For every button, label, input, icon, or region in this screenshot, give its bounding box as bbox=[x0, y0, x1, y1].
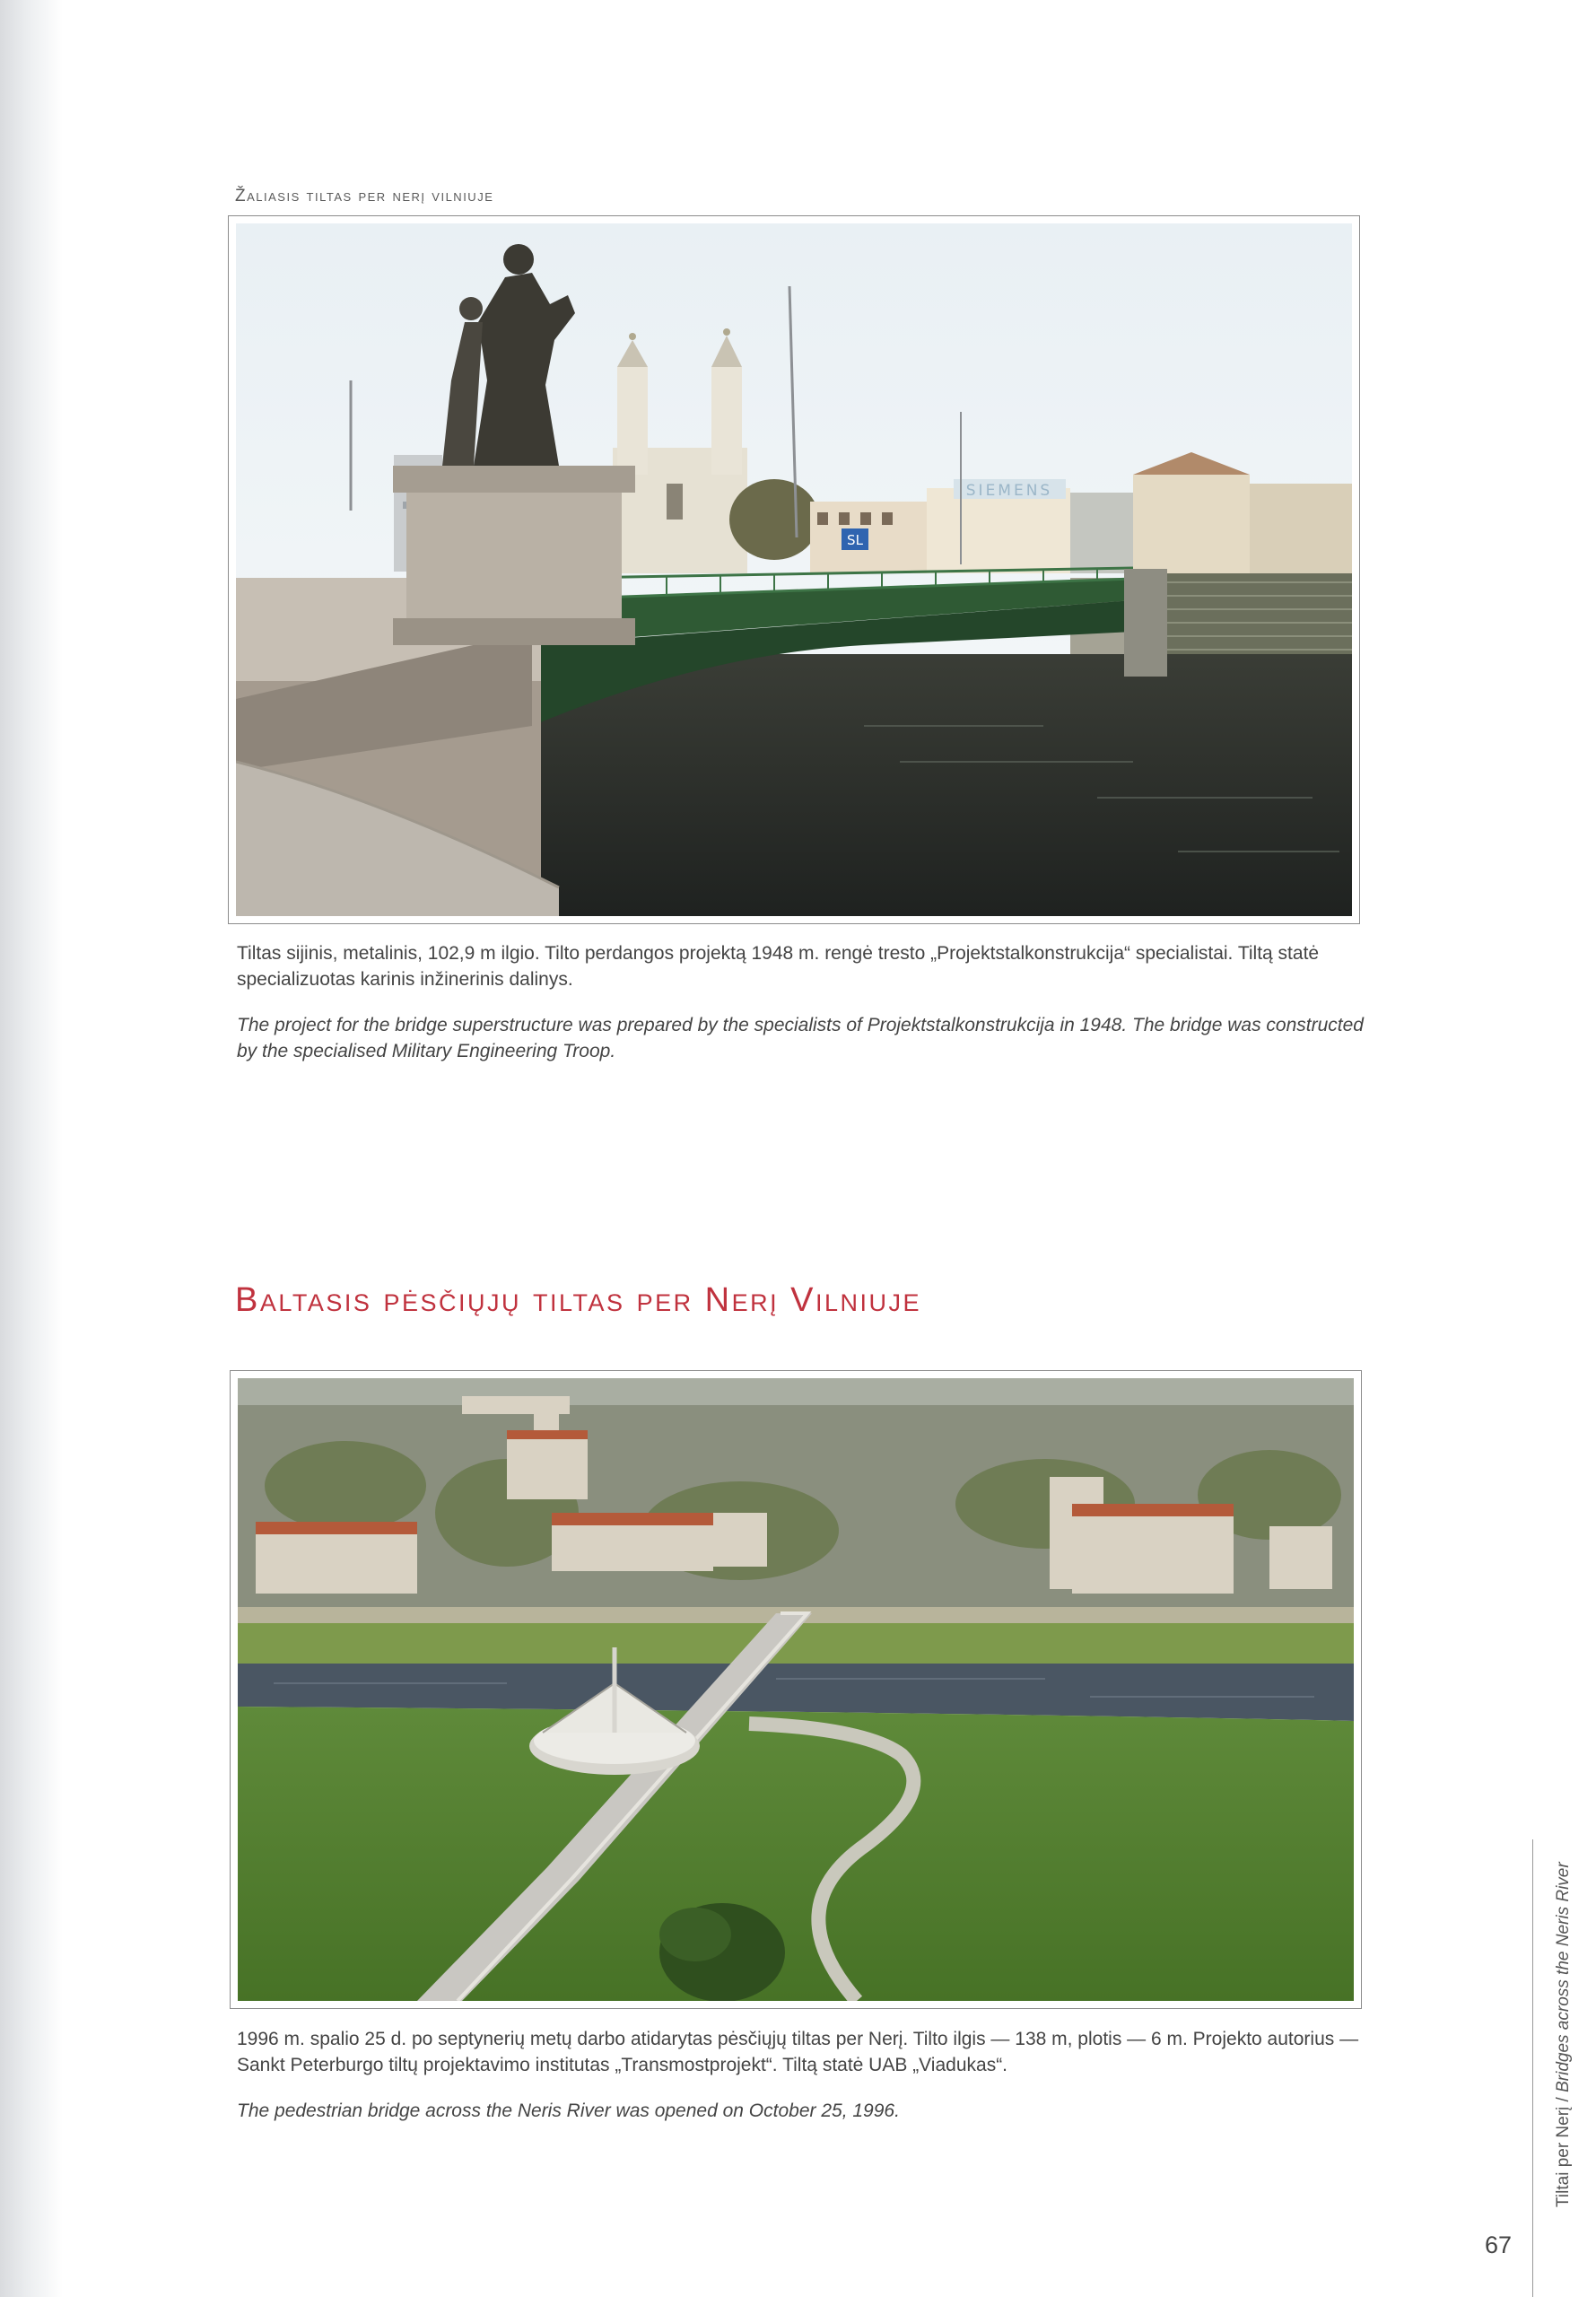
caption-lithuanian: 1996 m. spalio 25 d. po septynerių metų darbo atidarytas pėsčiųjų tiltas per Nerį. Tilto ilgis — 138 m, plotis — 6 m. Projekto autorius — Sankt Peterburgo tiltų projektavimo institutas „Transmostprojekt“. Tiltą statė UAB „Viadukas“. bbox=[237, 2029, 1359, 2075]
caption-lithuanian: Tiltas sijinis, metalinis, 102,9 m ilgio. Tilto perdangos projektą 1948 m. rengė tresto „Projektstalkonstrukcija“ specialistai. Tiltą statė specializuotas karinis inžinerinis dalinys. bbox=[237, 943, 1320, 990]
caption-english: The project for the bridge superstructure was prepared by the specialists of Projektstalkonstrukcija in 1948. The bridge was constructed by the specialised Military Engineering Troop. bbox=[237, 1015, 1364, 1061]
green-bridge-photo-frame bbox=[228, 215, 1360, 924]
caption-english: The pedestrian bridge across the Neris River was opened on October 25, 1996. bbox=[237, 2100, 900, 2121]
bus-stop-sign: SL bbox=[847, 532, 863, 548]
page-gutter-shadow bbox=[0, 0, 63, 2297]
running-title bbox=[1554, 1862, 1574, 2207]
siemens-billboard: SIEMENS bbox=[965, 482, 1053, 500]
running-title-english: Bridges across the Neris River bbox=[1554, 1862, 1573, 2092]
pedestrian-bridge-caption bbox=[237, 2026, 1367, 2124]
section-heading: Baltasis pėsčiųjų tiltas per Nerį Vilniuje bbox=[235, 1281, 922, 1319]
running-title-lithuanian: Tiltai per Nerį / bbox=[1554, 2092, 1573, 2207]
pedestrian-bridge-aerial-photo bbox=[238, 1378, 1354, 2001]
margin-rule bbox=[1532, 1839, 1533, 2297]
page-number: 67 bbox=[1485, 2231, 1513, 2258]
green-bridge-caption bbox=[237, 940, 1367, 1064]
section-label: Žaliasis tiltas per nerį vilniuje bbox=[235, 187, 494, 205]
pedestrian-bridge-photo-frame bbox=[230, 1370, 1362, 2009]
green-bridge-photo bbox=[236, 223, 1352, 916]
